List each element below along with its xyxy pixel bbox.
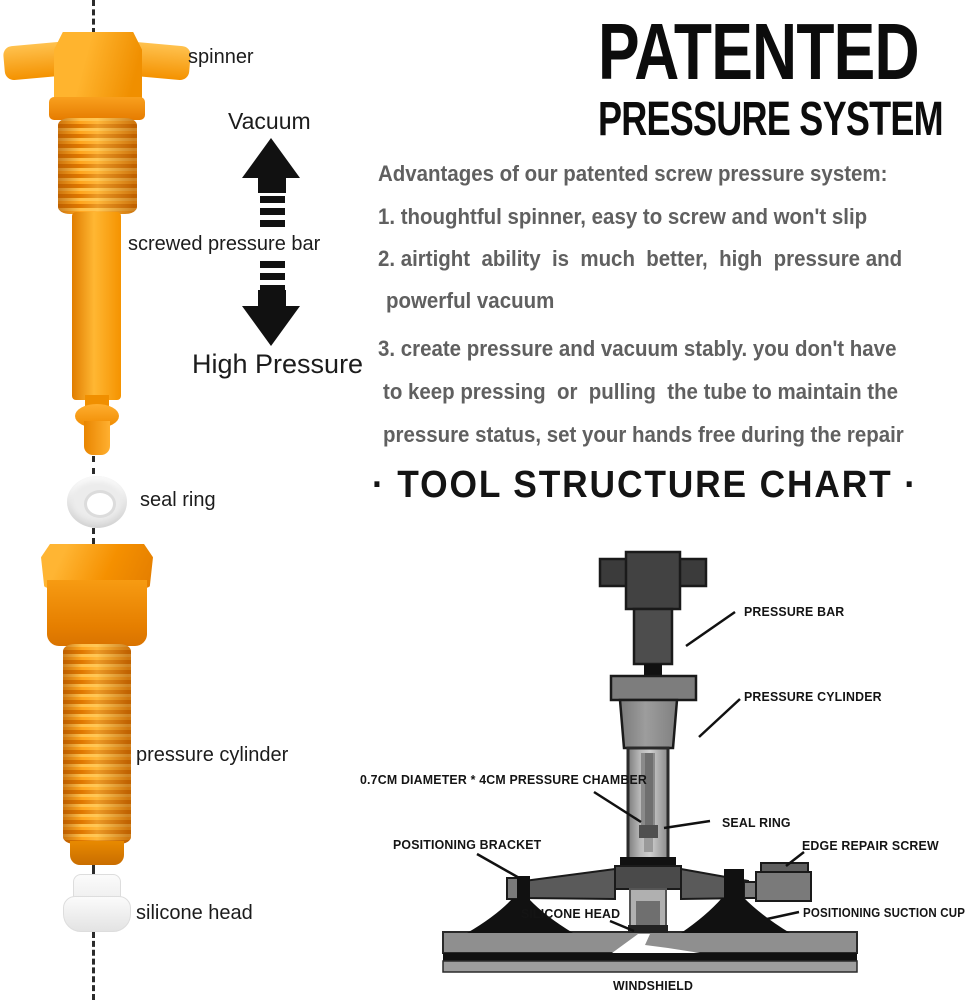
chart-pressure-cylinder-label: PRESSURE CYLINDER — [744, 689, 882, 704]
advantage-item-2-cont: powerful vacuum — [386, 288, 555, 313]
advantage-item-2: 2. airtight ability is much better, high pressure and — [378, 246, 903, 271]
seal-ring-label: seal ring — [140, 489, 216, 511]
chart-suction-cup-right-shape — [681, 898, 790, 933]
chart-pressure-chamber-shape — [620, 748, 676, 868]
advantage-item-3: 3. create pressure and vacuum stably. you don't have — [378, 336, 897, 361]
advantage-item-3-cont1: to keep pressing or pulling the tube to maintain the — [383, 379, 898, 404]
high-pressure-label: High Pressure — [192, 349, 364, 379]
chart-pressure-bar-shape — [600, 552, 706, 664]
chart-seal-ring-shape — [639, 825, 658, 838]
chart-positioning-bracket-label: POSITIONING BRACKET — [393, 837, 542, 852]
advantage-item-3-cont2: pressure status, set your hands free during the repair — [383, 422, 904, 447]
chart-pressure-bar-label: PRESSURE BAR — [744, 604, 845, 619]
advantage-item-1: 1. thoughtful spinner, easy to screw and won't slip — [378, 204, 868, 229]
screwed-pressure-bar-label: screwed pressure bar — [128, 233, 321, 255]
chart-pressure-cylinder-shape — [611, 676, 696, 748]
spinner-label: spinner — [188, 46, 254, 68]
chart-pressure-chamber-label: 0.7CM DIAMETER * 4CM PRESSURE CHAMBER — [360, 772, 648, 787]
chart-bracket-clamp-shape — [517, 876, 530, 902]
chart-windshield-shape — [443, 932, 857, 972]
chart-suction-stem-shape — [724, 869, 744, 899]
chart-positioning-suction-cup-label: POSITIONING SUCTION CUP — [803, 906, 966, 920]
advantages-heading: Advantages of our patented screw pressure system: — [378, 161, 888, 186]
chart-silicone-head-shape — [628, 889, 668, 933]
pressure-cylinder-label: pressure cylinder — [136, 744, 289, 766]
vacuum-label: Vacuum — [228, 108, 311, 134]
structure-chart-heading: · TOOL STRUCTURE CHART · — [372, 464, 918, 506]
page-title-line2: PRESSURE SYSTEM — [598, 93, 943, 146]
chart-windshield-label: WINDSHIELD — [613, 978, 694, 993]
chart-connector-shape — [644, 664, 662, 676]
chart-silicone-head-label: SILICONE HEAD — [521, 906, 621, 921]
page-title-line1: PATENTED — [598, 7, 919, 96]
chart-edge-repair-screw-label: EDGE REPAIR SCREW — [802, 838, 939, 853]
chart-seal-ring-label: SEAL RING — [722, 815, 791, 830]
silicone-head-label: silicone head — [136, 902, 253, 924]
chart-edge-repair-screw-shape — [756, 863, 811, 901]
